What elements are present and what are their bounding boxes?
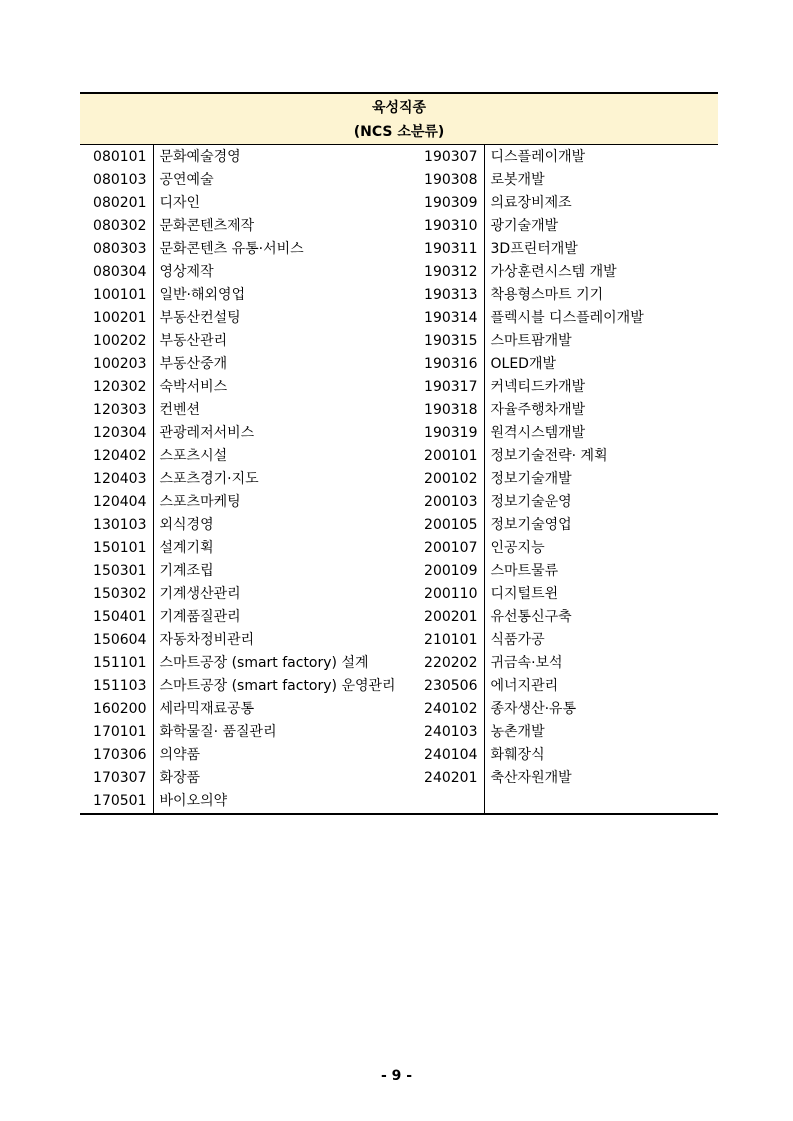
cell-code-right: 200109	[424, 563, 478, 579]
cell-code-right: 190316	[424, 356, 478, 372]
cell-name-left: 기계생산관리	[153, 583, 418, 606]
cell-name-right: 축산자원개발	[484, 767, 718, 790]
cell-code-left: 120404	[93, 494, 147, 510]
table-row	[80, 721, 718, 744]
cell-name-left: 컨벤션	[153, 399, 418, 422]
cell-name-left: 스포츠경기·지도	[153, 468, 418, 491]
table-row	[80, 606, 718, 629]
cell-name-left: 의약품	[153, 744, 418, 767]
cell-code-right: 240103	[424, 724, 478, 740]
cell-name-left: 숙박서비스	[153, 376, 418, 399]
cell-code-left: 151103	[93, 678, 147, 694]
cell-code-right: 240201	[424, 770, 478, 786]
cell-code-left: 100202	[93, 333, 147, 349]
table-row	[80, 767, 718, 790]
table-body	[80, 145, 718, 815]
cell-name-left: 부동산컨설팅	[153, 307, 418, 330]
cell-code-right: 190315	[424, 333, 478, 349]
table-row	[80, 560, 718, 583]
cell-name-right: OLED개발	[484, 353, 718, 376]
cell-code-right: 200107	[424, 540, 478, 556]
cell-name-left: 디자인	[153, 192, 418, 215]
cell-name-right: 정보기술영업	[484, 514, 718, 537]
cell-name-right: 착용형스마트 기기	[484, 284, 718, 307]
cell-code-left: 080302	[93, 218, 147, 234]
cell-name-left: 스마트공장 (smart factory) 운영관리	[153, 675, 418, 698]
table-row	[80, 215, 718, 238]
cell-name-right: 정보기술개발	[484, 468, 718, 491]
cell-code-right: 190311	[424, 241, 478, 257]
cell-code-right: 200102	[424, 471, 478, 487]
cell-name-left: 관광레저서비스	[153, 422, 418, 445]
cell-code-right: 240104	[424, 747, 478, 763]
table-row	[80, 537, 718, 560]
cell-code-left: 150301	[93, 563, 147, 579]
cell-name-left: 스마트공장 (smart factory) 설계	[153, 652, 418, 675]
cell-name-right: 광기술개발	[484, 215, 718, 238]
table-row	[80, 790, 718, 814]
cell-name-left: 화장품	[153, 767, 418, 790]
cell-code-right: 200101	[424, 448, 478, 464]
cell-code-right: 210101	[424, 632, 478, 648]
cell-name-right: 디지털트윈	[484, 583, 718, 606]
cell-name-right: 유선통신구축	[484, 606, 718, 629]
cell-name-right: 플렉시블 디스플레이개발	[484, 307, 718, 330]
header-title: 육성직종	[371, 100, 427, 116]
cell-name-left: 외식경영	[153, 514, 418, 537]
cell-code-left: 100203	[93, 356, 147, 372]
cell-name-right: 에너지관리	[484, 675, 718, 698]
cell-name-left: 부동산중개	[153, 353, 418, 376]
table-row	[80, 514, 718, 537]
cell-code-left: 120304	[93, 425, 147, 441]
cell-code-left: 160200	[93, 701, 147, 717]
cell-name-right: 정보기술운영	[484, 491, 718, 514]
cell-name-right: 로봇개발	[484, 169, 718, 192]
cell-name-left: 영상제작	[153, 261, 418, 284]
cell-code-left: 150604	[93, 632, 147, 648]
table-row	[80, 675, 718, 698]
cell-name-right: 스마트물류	[484, 560, 718, 583]
cell-code-left: 080101	[93, 149, 147, 165]
cell-code-right: 200105	[424, 517, 478, 533]
cell-name-right: 디스플레이개발	[484, 145, 718, 170]
cell-code-right: 190309	[424, 195, 478, 211]
cell-name-left: 스포츠시설	[153, 445, 418, 468]
cell-code-left: 080103	[93, 172, 147, 188]
cell-code-right	[418, 790, 484, 814]
cell-name-right: 3D프린터개발	[484, 238, 718, 261]
cell-code-left: 150401	[93, 609, 147, 625]
cell-code-right: 190308	[424, 172, 478, 188]
cell-name-right: 화훼장식	[484, 744, 718, 767]
cell-name-left: 문화콘텐츠제작	[153, 215, 418, 238]
cell-code-left: 130103	[93, 517, 147, 533]
table-row	[80, 652, 718, 675]
table-row	[80, 583, 718, 606]
table-row	[80, 422, 718, 445]
cell-code-right: 220202	[424, 655, 478, 671]
cell-code-left: 080201	[93, 195, 147, 211]
cell-code-right: 190307	[424, 149, 478, 165]
cell-code-left: 170306	[93, 747, 147, 763]
cell-code-left: 120302	[93, 379, 147, 395]
cell-code-right: 190318	[424, 402, 478, 418]
cell-name-right: 종자생산·유통	[484, 698, 718, 721]
cell-code-right: 190312	[424, 264, 478, 280]
table-row	[80, 744, 718, 767]
cell-code-right: 200103	[424, 494, 478, 510]
cell-code-right: 190314	[424, 310, 478, 326]
table-row	[80, 468, 718, 491]
cell-code-left: 170307	[93, 770, 147, 786]
cell-name-left: 스포츠마케팅	[153, 491, 418, 514]
table-row	[80, 307, 718, 330]
table-row	[80, 491, 718, 514]
cell-code-left: 080304	[93, 264, 147, 280]
cell-name-right: 귀금속·보석	[484, 652, 718, 675]
cell-code-left: 120303	[93, 402, 147, 418]
table-row	[80, 330, 718, 353]
cell-name-right: 농촌개발	[484, 721, 718, 744]
cell-name-left: 바이오의약	[153, 790, 418, 814]
cell-name-left: 부동산관리	[153, 330, 418, 353]
cell-name-right: 의료장비제조	[484, 192, 718, 215]
cell-code-right: 230506	[424, 678, 478, 694]
cell-name-right: 자율주행차개발	[484, 399, 718, 422]
cell-code-right: 200201	[424, 609, 478, 625]
cell-name-left: 문화콘텐츠 유통·서비스	[153, 238, 418, 261]
cell-name-left: 기계품질관리	[153, 606, 418, 629]
cell-name-right	[484, 790, 718, 814]
cell-name-right: 정보기술전략· 계획	[484, 445, 718, 468]
cell-name-left: 문화예술경영	[153, 145, 418, 170]
cell-name-right: 원격시스템개발	[484, 422, 718, 445]
cell-name-right: 식품가공	[484, 629, 718, 652]
cell-code-left: 170101	[93, 724, 147, 740]
cell-name-right: 인공지능	[484, 537, 718, 560]
page-number: - 9 -	[380, 1068, 413, 1084]
table-row	[80, 192, 718, 215]
cell-code-left: 151101	[93, 655, 147, 671]
cell-code-left: 120403	[93, 471, 147, 487]
table-header-row	[80, 93, 718, 145]
cell-name-right: 커넥티드카개발	[484, 376, 718, 399]
cell-code-right: 190317	[424, 379, 478, 395]
cell-code-left: 080303	[93, 241, 147, 257]
table-row	[80, 445, 718, 468]
cell-code-left: 150101	[93, 540, 147, 556]
cell-name-left: 기계조립	[153, 560, 418, 583]
table-row	[80, 629, 718, 652]
cell-name-right: 스마트팜개발	[484, 330, 718, 353]
cell-code-right: 240102	[424, 701, 478, 717]
table-row	[80, 145, 718, 170]
cell-name-left: 세라믹재료공통	[153, 698, 418, 721]
cell-code-left: 100101	[93, 287, 147, 303]
cell-code-left: 100201	[93, 310, 147, 326]
cell-code-right: 190310	[424, 218, 478, 234]
cell-name-right: 가상훈련시스템 개발	[484, 261, 718, 284]
cell-name-left: 화학물질· 품질관리	[153, 721, 418, 744]
table-row	[80, 261, 718, 284]
table-row	[80, 399, 718, 422]
cell-code-left: 120402	[93, 448, 147, 464]
cell-name-left: 자동차정비관리	[153, 629, 418, 652]
table-row	[80, 169, 718, 192]
table-row	[80, 698, 718, 721]
cell-name-left: 일반·해외영업	[153, 284, 418, 307]
cell-code-left: 150302	[93, 586, 147, 602]
cell-code-right: 190319	[424, 425, 478, 441]
cell-code-right: 200110	[424, 586, 478, 602]
cell-code-right: 190313	[424, 287, 478, 303]
ncs-table	[80, 92, 718, 815]
table-row	[80, 353, 718, 376]
table-row	[80, 376, 718, 399]
header-subtitle: (NCS 소분류)	[353, 124, 445, 140]
table-row	[80, 284, 718, 307]
table-header	[80, 93, 718, 145]
cell-code-left: 170501	[93, 793, 147, 809]
table-row	[80, 238, 718, 261]
cell-name-left: 설계기획	[153, 537, 418, 560]
cell-name-left: 공연예술	[153, 169, 418, 192]
